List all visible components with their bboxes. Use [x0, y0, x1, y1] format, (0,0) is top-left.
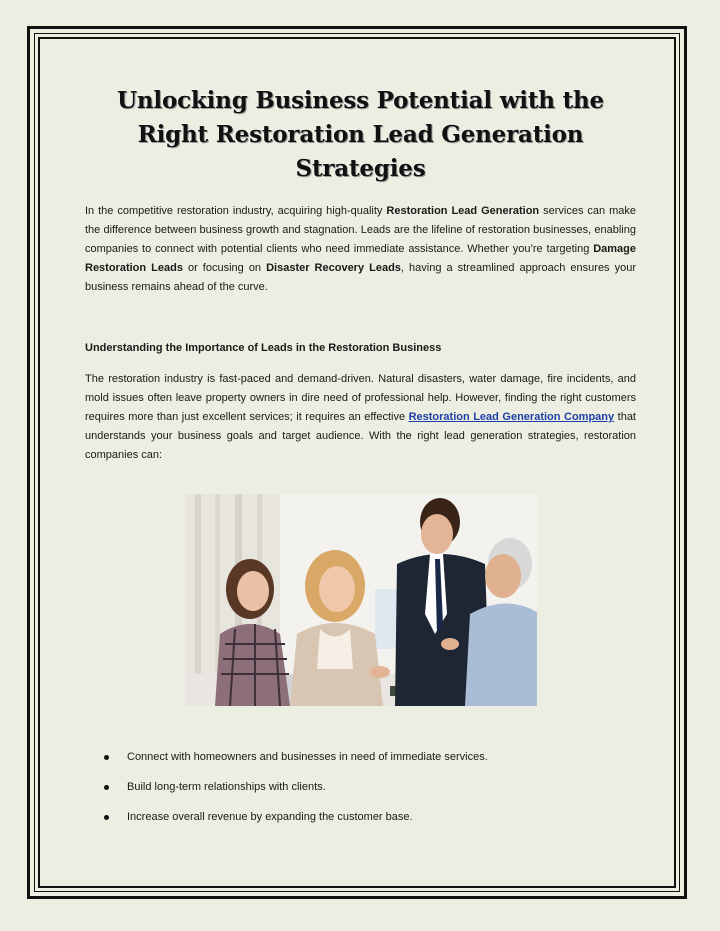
bullet-icon — [104, 815, 109, 820]
team-meeting-photo — [185, 494, 537, 706]
list-item-text: Connect with homeowners and businesses in need of immediate services. — [127, 751, 488, 763]
intro-bold-damage-restoration-leads: Damage Restoration Leads — [85, 243, 636, 274]
document-body — [85, 84, 636, 465]
intro-text-3: or focusing on — [182, 262, 267, 274]
restoration-lead-generation-company-link[interactable]: Restoration Lead Generation Company — [408, 411, 615, 423]
photo-illustration — [185, 494, 537, 706]
section-text-2: that understands your business goals and target audience. With the right lead generation strategies, restoration companies can: — [85, 411, 636, 461]
section-paragraph — [85, 370, 636, 465]
intro-paragraph — [85, 202, 636, 297]
section-text-1: The restoration industry is fast-paced and demand-driven. Natural disasters, water damage, fire incidents, and mold issues often leave property owners in dire need of professional help. However, finding the right customers requires more than just excellent services; it requires an effective — [85, 373, 636, 423]
intro-text-1: In the competitive restoration industry, acquiring high-quality — [85, 205, 387, 217]
intro-text-2: services can make the difference between business growth and stagnation. Leads are the lifeline of restoration businesses, enabling companies to connect with potential clients who need immediate assistance. Whether you’re targeting — [85, 205, 636, 255]
list-item-text: Increase overall revenue by expanding the customer base. — [127, 811, 413, 823]
intro-bold-disaster-recovery-leads: Disaster Recovery Leads — [266, 262, 401, 274]
benefits-list — [104, 748, 644, 838]
bullet-icon — [104, 785, 109, 790]
section-heading: Understanding the Importance of Leads in the Restoration Business — [85, 342, 442, 354]
document-title: Unlocking Business Potential with the Right Restoration Lead Generation Strategies — [117, 87, 604, 182]
intro-bold-restoration-lead-generation: Restoration Lead Generation — [386, 205, 540, 217]
list-item — [104, 778, 644, 797]
list-item — [104, 748, 644, 767]
intro-text-4: , having a streamlined approach ensures your business remains ahead of the curve. — [85, 262, 636, 293]
list-item — [104, 808, 644, 827]
list-item-text: Build long-term relationships with clients. — [127, 781, 326, 793]
bullet-icon — [104, 755, 109, 760]
